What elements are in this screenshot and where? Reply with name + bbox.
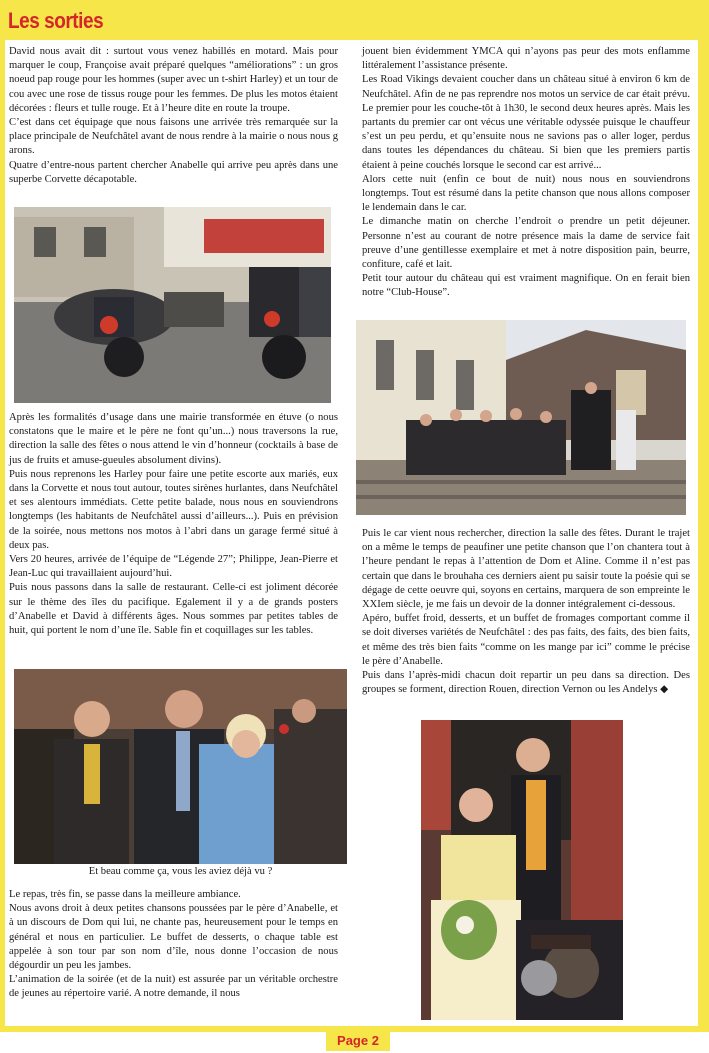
paragraph: Puis nous reprenons les Harley pour faire une petite escorte aux mariés, eux dans la Corvette et nous tout autour, toutes sirènes hurlantes, dans Neufchâtel et ses alentours immédiats. Cette petite balade, nous nous en souviendrons longtemps (les habitants de Neufchâtel aussi d’ailleurs...). Puis en prévision de la soirée, nous mettons nos motos à l’abri dans un garage fermé situé à deux pas. xyxy=(9,468,338,551)
paragraph: Quatre d’entre-nous partent chercher Anabelle qui arrive peu après dans une superbe Corvette décapotable. xyxy=(9,159,338,185)
right-text-block-1 xyxy=(362,45,690,301)
paragraph: Les Road Vikings devaient coucher dans un château situé à environ 6 km de Neufchâtel. Afin de ne pas reprendre nos motos un service de car était prévu. Le premier pour les couche-tôt à 1h30, le second deux heures après. Mais les partants du premier car ont vécus une véritable odyssée puisque le chauffeur s’est un peu perdu, et qu’ensuite nous ne savions pas o aller loger, perdus dans toutes les dépendances du château. Si bien que les premiers partis étaient à peine couchés lorsque le second car est arrivé... xyxy=(362,74,690,171)
left-border xyxy=(0,0,5,1030)
paragraph: Alors cette nuit (enfin ce bout de nuit) nous nous en souviendrons longtemps. Tout est résumé dans la petite chanson que nous allons composer le lendemain dans le car. xyxy=(362,173,690,214)
left-text-block-3 xyxy=(9,888,338,1002)
header-band xyxy=(0,0,709,40)
photo-motorcycle-parade xyxy=(14,207,331,403)
paragraph: jouent bien évidemment YMCA qui n’ayons pas peur des mots enflamme littéralement l’assistance présente. xyxy=(362,46,690,72)
page-title: Les sorties xyxy=(8,8,104,33)
right-text-block-2 xyxy=(362,527,690,697)
page-number: Page 2 xyxy=(326,1030,390,1051)
paragraph: Petit tour autour du château qui est vraiment magnifique. On en ferait bien notre “Club-House”. xyxy=(362,273,690,299)
left-text-block-1 xyxy=(9,45,338,187)
photo-caption: Et beau comme ça, vous les aviez déjà vu ? xyxy=(88,866,273,877)
paragraph: David nous avait dit : surtout vous venez habillés en motard. Mais pour marquer le coup, Françoise avait préparé quelques “améliorations” : un gros noeud pap rouge pour les hommes (super avec un t-shirt Harley) et un tour de cou avec une rose de tissus rouge pour les femmes. De plus les motos étaient décorées : fleurs et tulle rouge. Et à l’heure dite en route la troupe. xyxy=(9,46,338,114)
paragraph: Le dimanche matin on cherche l’endroit o prendre un petit déjeuner. Personne n’est au courant de notre présence mais la dame de service fait preuve d’une gentillesse exemplaire et met à notre disposition pain, beurre, confiture, café et lait. xyxy=(362,216,690,271)
photo-groom-and-family xyxy=(14,669,347,864)
paragraph: Le repas, très fin, se passe dans la meilleure ambiance. xyxy=(9,889,241,900)
left-text-block-2 xyxy=(9,411,338,638)
paragraph: Puis le car vient nous rechercher, direction la salle des fêtes. Durant le trajet on a même le temps de peaufiner une petite chanson que l’on chantera tout à l’heure pendant le repas à l’attention de Dom et Aline. Comme il n’est pas certain que dans le brouhaha ces derniers aient pu saisir toute la poésie qui se dégage de cette oeuvre qui, soyons en certains, marquera de son empreinte le XXIem siècle, je me fais un devoir de la donner intégralement ci-dessous. xyxy=(362,528,690,611)
paragraph: L’animation de la soirée (et de la nuit) est assurée par un véritable orchestre de jeunes au répertoire varié. A notre demande, il nous xyxy=(9,974,338,1000)
paragraph: Puis nous passons dans la salle de restaurant. Celle-ci est joliment décorée sur le thème des îles du pacifique. Egalement il y a de grands posters d’Anabelle et David à différents âges. Nous sommes par petites tables de huit, qui portent le nom d’une île. Sable fin et coquillages sur les tables. xyxy=(9,582,338,637)
paragraph: C’est dans cet équipage que nous faisons une arrivée très remarquée sur la place principale de Neufchâtel avant de nous rendre à la mairie o nous nous g arons. xyxy=(9,117,338,157)
paragraph: Nous avons droit à deux petites chansons poussées par le père d’Anabelle, et à un discours de Dom qui lui, ne chante pas, heureusement pour le temps en général et nous en particulier. Le buffet de desserts, o chaque table est appelée à son tour par son nom d’île, nous donne l’occasion de nous dégourdir un peu les jambes. xyxy=(9,903,338,972)
photo-chateau-group xyxy=(356,320,686,515)
paragraph: Apéro, buffet froid, desserts, et un buffet de fromages comportant comme il se doit diverses variétés de Neufchâtel : des pas faits, des faits, des bien faits, et même des très bien faits “comme on les mange par ici” comme le précise le père d’Anabelle. xyxy=(362,613,690,667)
paragraph: Après les formalités d’usage dans une mairie transformée en étuve (o nous constatons que le maire et le père ne font qu’un...) nous traversons la rue, direction la salle des fêtes o nous attend le vin d’honneur (cocktails à base de jus de fruits et amuse-gueules absolument divins). xyxy=(9,412,338,466)
photo-bride-and-groom xyxy=(421,720,623,1020)
right-border xyxy=(698,0,709,1030)
paragraph: Puis dans l’après-midi chacun doit repartir un peu dans sa direction. Des groupes se forment, direction Rouen, direction Vernon ou les Andelys ◆ xyxy=(362,670,690,696)
paragraph: Vers 20 heures, arrivée de l’équipe de “Légende 27”; Philippe, Jean-Pierre et Jean-Luc qui travaillaient aujourd’hui. xyxy=(9,554,338,580)
